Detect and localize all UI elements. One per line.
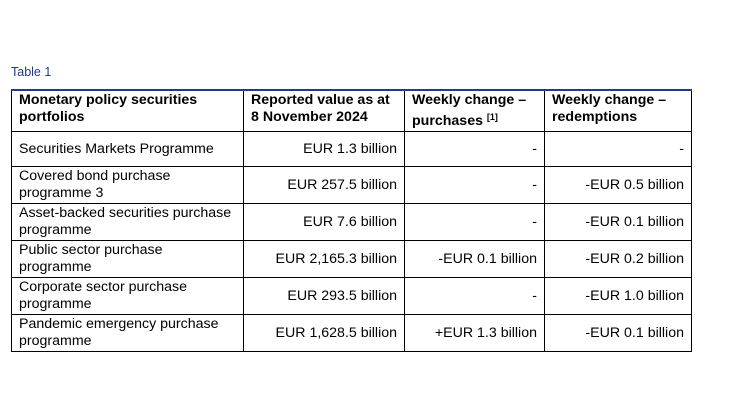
cell-purchases: -: [405, 167, 545, 204]
cell-portfolio: Asset-backed securities purchase programme: [12, 204, 244, 241]
cell-portfolio: Corporate sector purchase programme: [12, 278, 244, 315]
cell-purchases: -: [405, 278, 545, 315]
header-portfolios: Monetary policy securities portfolios: [12, 90, 244, 132]
cell-purchases: -: [405, 132, 545, 167]
header-weekly-purchases: Weekly change – purchases [1]: [405, 90, 545, 132]
cell-portfolio: Public sector purchase programme: [12, 241, 244, 278]
table-row: [12, 132, 692, 167]
cell-redemptions: -EUR 0.1 billion: [545, 315, 692, 352]
cell-redemptions: -EUR 0.1 billion: [545, 204, 692, 241]
cell-portfolio: Covered bond purchase programme 3: [12, 167, 244, 204]
header-reported-value: Reported value as at 8 November 2024: [244, 90, 405, 132]
table-row: [12, 241, 692, 278]
cell-purchases: +EUR 1.3 billion: [405, 315, 545, 352]
table-header: [12, 90, 692, 132]
table-body: [12, 132, 692, 352]
cell-purchases: -EUR 0.1 billion: [405, 241, 545, 278]
header-row: [12, 90, 692, 132]
cell-portfolio: Pandemic emergency purchase programme: [12, 315, 244, 352]
cell-value: EUR 2,165.3 billion: [244, 241, 405, 278]
cell-redemptions: -: [545, 132, 692, 167]
table-row: [12, 204, 692, 241]
cell-value: EUR 1,628.5 billion: [244, 315, 405, 352]
securities-table: [11, 89, 692, 352]
cell-purchases: -: [405, 204, 545, 241]
footnote-link[interactable]: [1]: [486, 112, 498, 122]
cell-redemptions: -EUR 1.0 billion: [545, 278, 692, 315]
cell-redemptions: -EUR 0.2 billion: [545, 241, 692, 278]
cell-value: EUR 257.5 billion: [244, 167, 405, 204]
cell-portfolio: Securities Markets Programme: [12, 132, 244, 167]
cell-value: EUR 7.6 billion: [244, 204, 405, 241]
table-caption: Table 1: [11, 65, 52, 79]
cell-value: EUR 293.5 billion: [244, 278, 405, 315]
table-row: [12, 167, 692, 204]
header-weekly-redemptions: Weekly change – redemptions: [545, 90, 692, 132]
table-row: [12, 278, 692, 315]
table-row: [12, 315, 692, 352]
cell-redemptions: -EUR 0.5 billion: [545, 167, 692, 204]
cell-value: EUR 1.3 billion: [244, 132, 405, 167]
